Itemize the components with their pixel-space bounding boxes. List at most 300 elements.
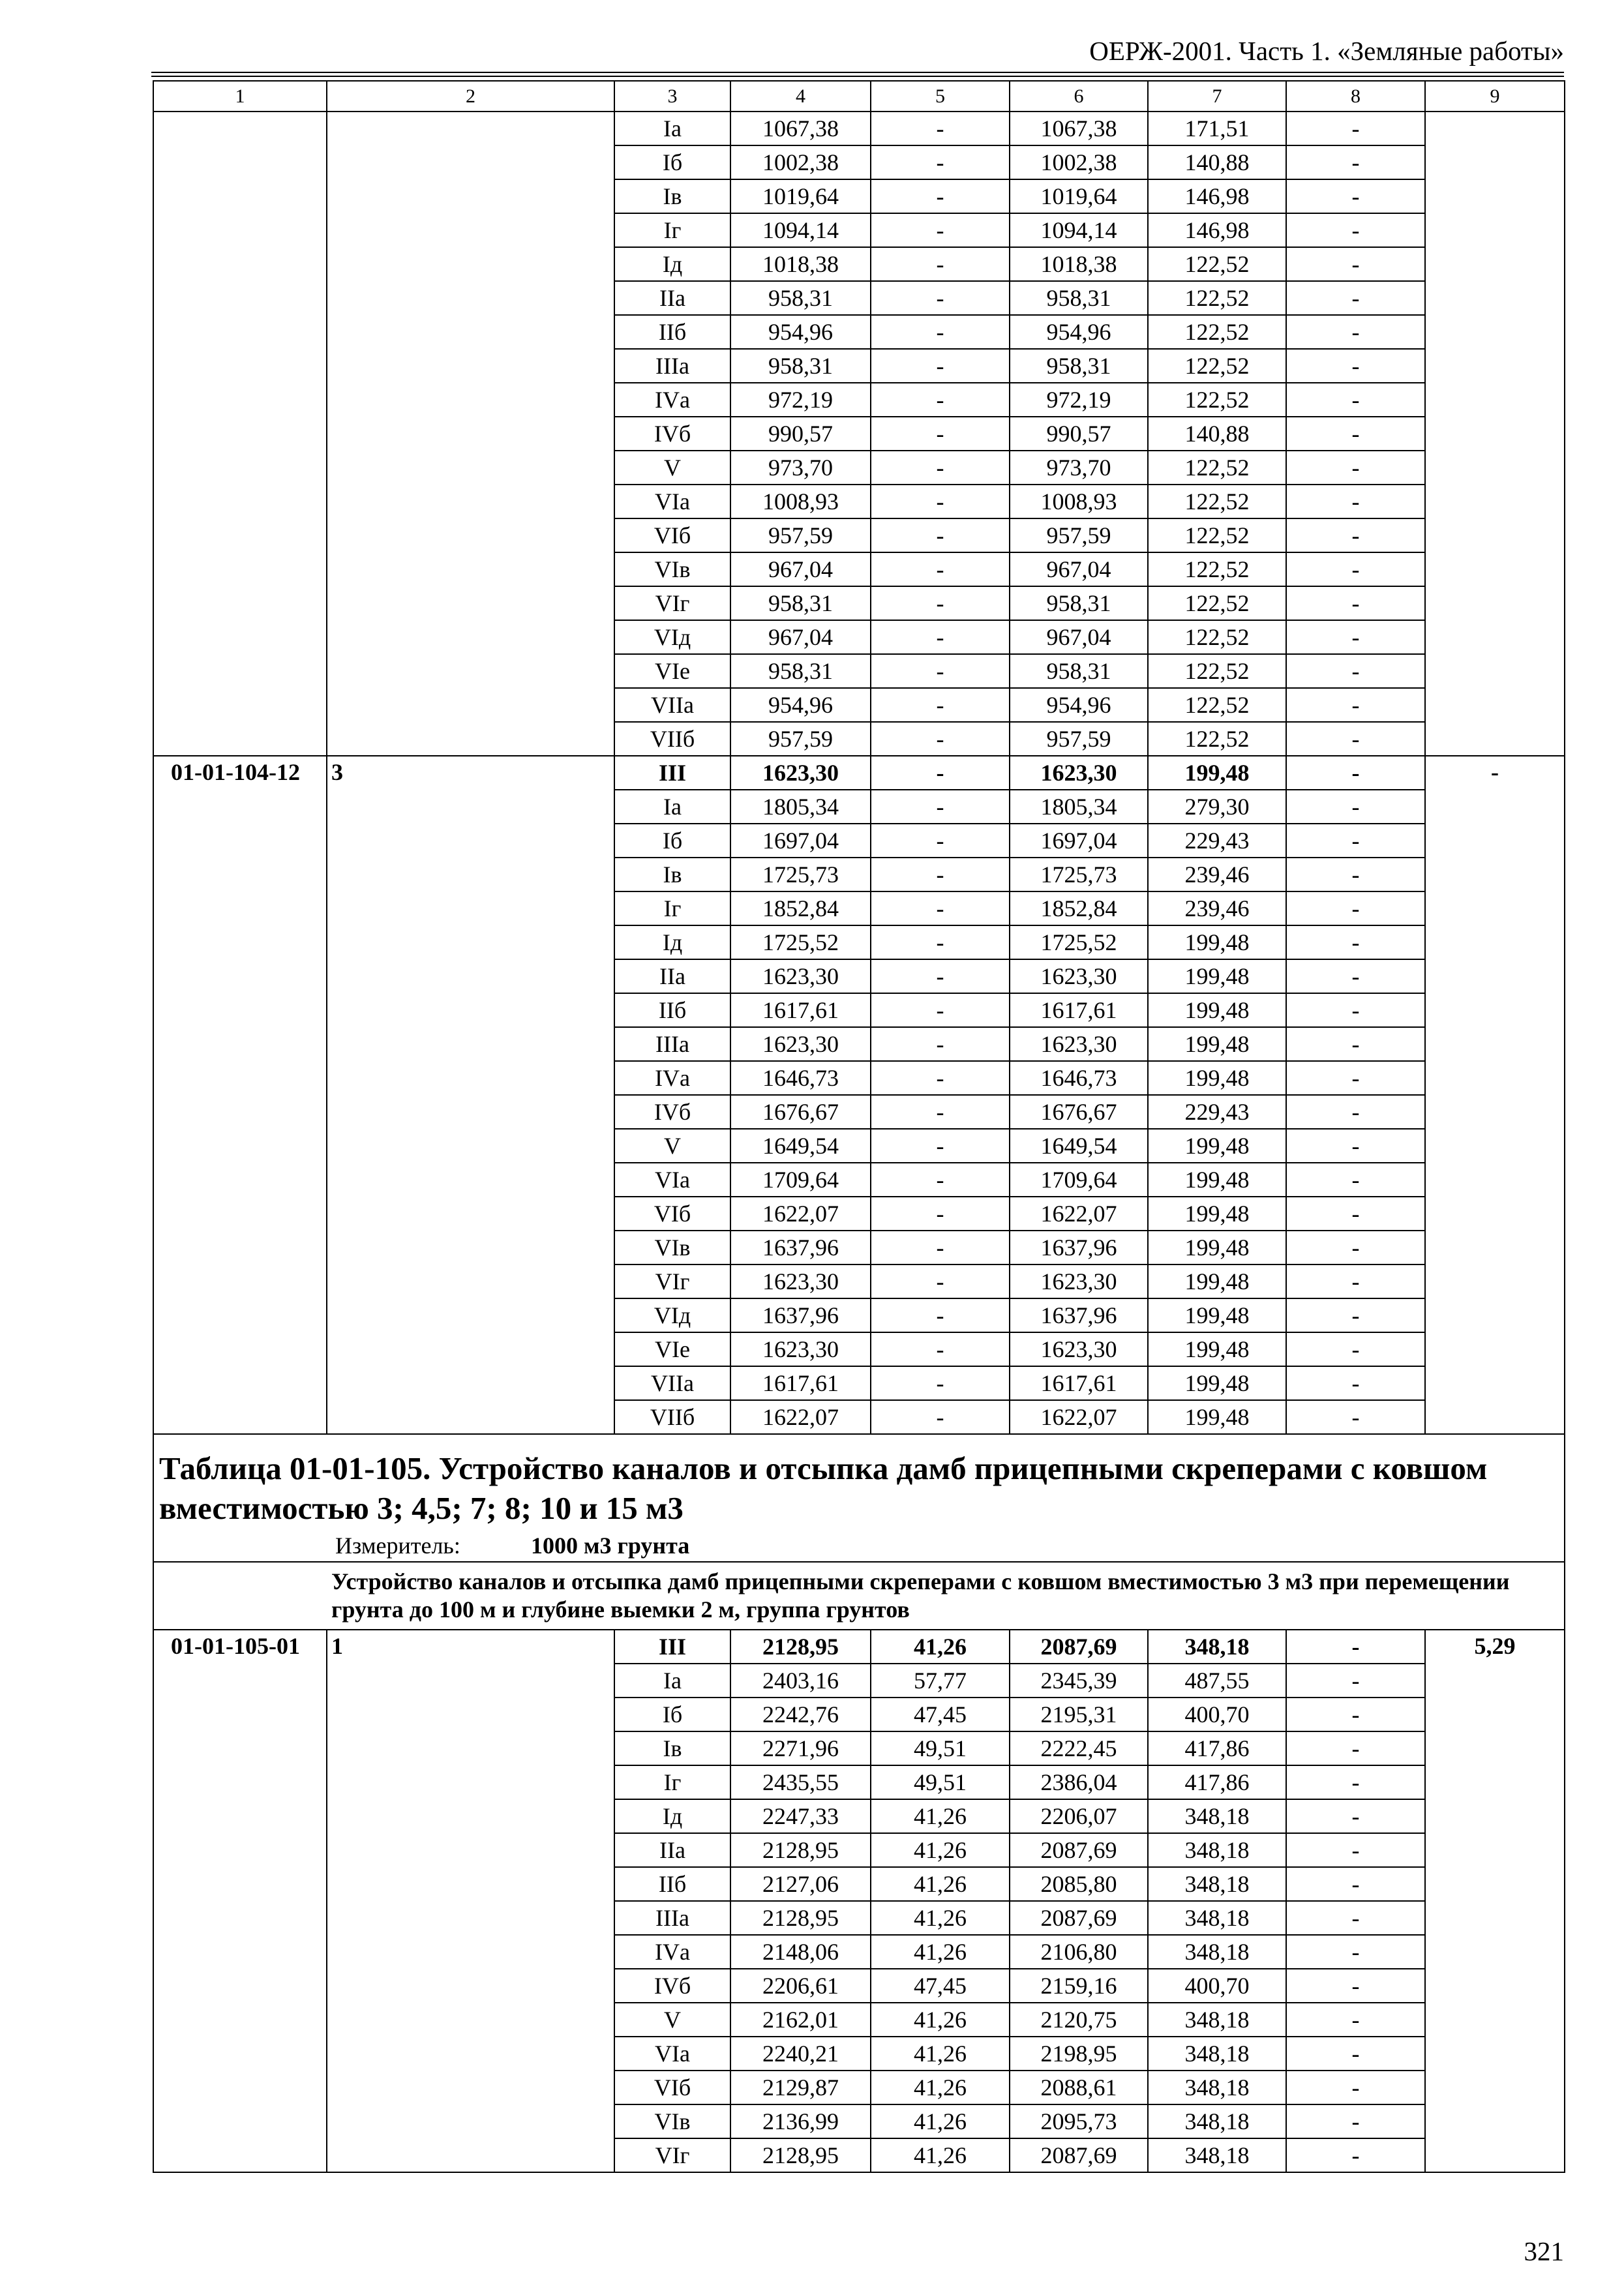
value-cell: VIа — [614, 485, 730, 518]
value-cell: - — [1286, 1799, 1425, 1833]
column-number-row — [153, 81, 1565, 112]
value-cell: 958,31 — [1010, 281, 1148, 315]
value-cell: - — [1286, 1698, 1425, 1731]
table-row — [153, 112, 1565, 145]
value-cell: 348,18 — [1148, 2037, 1286, 2071]
value-cell: 972,19 — [1010, 383, 1148, 417]
value-cell: 954,96 — [730, 688, 871, 722]
value-cell: 41,26 — [871, 2003, 1010, 2037]
value-cell: 958,31 — [1010, 349, 1148, 383]
value-cell: VIд — [614, 620, 730, 654]
value-cell: 1008,93 — [730, 485, 871, 518]
value-cell: - — [1286, 1630, 1425, 1664]
value-cell: 1637,96 — [730, 1231, 871, 1264]
value-cell: 1018,38 — [1010, 247, 1148, 281]
value-cell: - — [1286, 1129, 1425, 1163]
value-cell: 2148,06 — [730, 1935, 871, 1969]
page-number: 321 — [1524, 2236, 1564, 2266]
norm-code-cell: 01-01-104-12 — [153, 756, 327, 1434]
value-cell: 954,96 — [1010, 688, 1148, 722]
value-cell: - — [871, 891, 1010, 925]
value-cell: 57,77 — [871, 1664, 1010, 1698]
value-cell: 1623,30 — [1010, 1264, 1148, 1298]
value-cell: - — [1286, 1731, 1425, 1765]
value-cell: 2222,45 — [1010, 1731, 1148, 1765]
value-cell: 2403,16 — [730, 1664, 871, 1698]
value-cell: - — [871, 959, 1010, 993]
value-cell: - — [1286, 1400, 1425, 1434]
value-cell: 2088,61 — [1010, 2071, 1148, 2104]
value-cell: 199,48 — [1148, 1332, 1286, 1366]
value-cell: - — [871, 518, 1010, 552]
value-cell: 1805,34 — [1010, 790, 1148, 824]
value-cell: - — [1286, 620, 1425, 654]
value-cell: 171,51 — [1148, 112, 1286, 145]
value-cell: 2206,61 — [730, 1969, 871, 2003]
norm-number-cell: 3 — [327, 756, 614, 1434]
value-cell: - — [871, 722, 1010, 756]
value-cell: - — [1286, 722, 1425, 756]
value-cell: Iа — [614, 790, 730, 824]
value-cell: - — [1286, 552, 1425, 586]
value-cell: IVа — [614, 383, 730, 417]
value-cell: Iа — [614, 1664, 730, 1698]
value-cell: - — [871, 247, 1010, 281]
value-cell: 1002,38 — [730, 145, 871, 179]
value-cell: - — [1286, 654, 1425, 688]
value-cell: 1623,30 — [730, 1332, 871, 1366]
table-subtitle: Устройство каналов и отсыпка дамб прицепными скреперами с ковшом вместимостью 3 м3 при перемещении грунта до 100 м и глубине выемки 2 м, группа грунтов — [153, 1562, 1565, 1630]
value-cell: 1709,64 — [1010, 1163, 1148, 1197]
value-cell: - — [871, 756, 1010, 790]
labor-cost-cell: - — [1425, 756, 1565, 1434]
value-cell: - — [871, 1197, 1010, 1231]
value-cell: - — [1286, 1027, 1425, 1061]
value-cell: 348,18 — [1148, 2104, 1286, 2138]
value-cell: Iг — [614, 1765, 730, 1799]
value-cell: 1622,07 — [1010, 1197, 1148, 1231]
value-cell: - — [1286, 179, 1425, 213]
value-cell: - — [1286, 1765, 1425, 1799]
value-cell: - — [1286, 891, 1425, 925]
value-cell: - — [1286, 858, 1425, 891]
value-cell: 967,04 — [1010, 620, 1148, 654]
column-number-cell: 7 — [1148, 81, 1286, 112]
value-cell: 199,48 — [1148, 1264, 1286, 1298]
value-cell: 199,48 — [1148, 1231, 1286, 1264]
value-cell: 1623,30 — [730, 1027, 871, 1061]
column-number-cell: 2 — [327, 81, 614, 112]
value-cell: 1019,64 — [1010, 179, 1148, 213]
value-cell: 1623,30 — [1010, 756, 1148, 790]
value-cell: VIе — [614, 1332, 730, 1366]
value-cell: 1637,96 — [1010, 1231, 1148, 1264]
value-cell: 400,70 — [1148, 1698, 1286, 1731]
value-cell: 122,52 — [1148, 281, 1286, 315]
value-cell: 41,26 — [871, 2104, 1010, 2138]
value-cell: 2128,95 — [730, 1630, 871, 1664]
value-cell: - — [1286, 451, 1425, 485]
value-cell: IVб — [614, 417, 730, 451]
value-cell: Iв — [614, 858, 730, 891]
value-cell: 41,26 — [871, 1901, 1010, 1935]
value-cell: Iв — [614, 179, 730, 213]
value-cell: 973,70 — [730, 451, 871, 485]
value-cell: 417,86 — [1148, 1765, 1286, 1799]
value-cell: 2198,95 — [1010, 2037, 1148, 2071]
value-cell: 1637,96 — [1010, 1298, 1148, 1332]
value-cell: 1622,07 — [730, 1197, 871, 1231]
value-cell: IIIа — [614, 1901, 730, 1935]
value-cell: 1852,84 — [1010, 891, 1148, 925]
labor-cost-cell — [1425, 112, 1565, 756]
value-cell: - — [1286, 1061, 1425, 1095]
value-cell: 348,18 — [1148, 2003, 1286, 2037]
value-cell: 957,59 — [1010, 722, 1148, 756]
value-cell: 348,18 — [1148, 2138, 1286, 2172]
value-cell: 1622,07 — [1010, 1400, 1148, 1434]
value-cell: 199,48 — [1148, 1027, 1286, 1061]
value-cell: - — [871, 349, 1010, 383]
labor-cost-cell: 5,29 — [1425, 1630, 1565, 2172]
value-cell: - — [871, 1027, 1010, 1061]
value-cell: 229,43 — [1148, 824, 1286, 858]
value-cell: IIб — [614, 993, 730, 1027]
value-cell: III — [614, 756, 730, 790]
value-cell: - — [871, 858, 1010, 891]
value-cell: 140,88 — [1148, 417, 1286, 451]
value-cell: - — [1286, 315, 1425, 349]
value-cell: - — [871, 417, 1010, 451]
value-cell: - — [1286, 1833, 1425, 1867]
value-cell: - — [1286, 281, 1425, 315]
value-cell: IIа — [614, 959, 730, 993]
value-cell: - — [871, 451, 1010, 485]
value-cell: 972,19 — [730, 383, 871, 417]
value-cell: - — [871, 824, 1010, 858]
value-cell: VIв — [614, 2104, 730, 2138]
value-cell: VIIб — [614, 1400, 730, 1434]
value-cell: 2345,39 — [1010, 1664, 1148, 1698]
value-cell: 239,46 — [1148, 891, 1286, 925]
value-cell: VIг — [614, 586, 730, 620]
value-cell: - — [1286, 1332, 1425, 1366]
value-cell: - — [1286, 485, 1425, 518]
value-cell: Iд — [614, 247, 730, 281]
value-cell: 1852,84 — [730, 891, 871, 925]
value-cell: 279,30 — [1148, 790, 1286, 824]
value-cell: VIб — [614, 1197, 730, 1231]
value-cell: - — [1286, 756, 1425, 790]
value-cell: 1725,52 — [730, 925, 871, 959]
norm-number-cell: 1 — [327, 1630, 614, 2172]
value-cell: 2095,73 — [1010, 2104, 1148, 2138]
value-cell: Iд — [614, 925, 730, 959]
value-cell: 1617,61 — [1010, 993, 1148, 1027]
value-cell: 348,18 — [1148, 1833, 1286, 1867]
value-cell: 1676,67 — [730, 1095, 871, 1129]
value-cell: - — [871, 688, 1010, 722]
value-cell: 122,52 — [1148, 722, 1286, 756]
value-cell: V — [614, 2003, 730, 2037]
value-cell: Iг — [614, 213, 730, 247]
value-cell: 229,43 — [1148, 1095, 1286, 1129]
value-cell: 122,52 — [1148, 552, 1286, 586]
value-cell: 2240,21 — [730, 2037, 871, 2071]
value-cell: - — [871, 552, 1010, 586]
value-cell: - — [1286, 518, 1425, 552]
value-cell: 1725,73 — [730, 858, 871, 891]
value-cell: 2247,33 — [730, 1799, 871, 1833]
value-cell: - — [1286, 349, 1425, 383]
running-header: ОЕРЖ-2001. Часть 1. «Земляные работы» — [1089, 36, 1564, 66]
value-cell: - — [871, 213, 1010, 247]
value-cell: - — [1286, 959, 1425, 993]
column-number-cell: 8 — [1286, 81, 1425, 112]
value-cell: III — [614, 1630, 730, 1664]
value-cell: VIд — [614, 1298, 730, 1332]
value-cell: 348,18 — [1148, 1867, 1286, 1901]
value-cell: IIIа — [614, 1027, 730, 1061]
value-cell: 958,31 — [730, 586, 871, 620]
value-cell: - — [871, 112, 1010, 145]
value-cell: 239,46 — [1148, 858, 1286, 891]
value-cell: - — [871, 1129, 1010, 1163]
value-cell: - — [1286, 1264, 1425, 1298]
value-cell: - — [871, 1400, 1010, 1434]
value-cell: 41,26 — [871, 2071, 1010, 2104]
value-cell: 958,31 — [730, 349, 871, 383]
norm-number-cell — [327, 112, 614, 756]
value-cell: 2120,75 — [1010, 2003, 1148, 2037]
value-cell: 122,52 — [1148, 620, 1286, 654]
value-cell: IVа — [614, 1061, 730, 1095]
value-cell: 1725,73 — [1010, 858, 1148, 891]
value-cell: 967,04 — [730, 620, 871, 654]
value-cell: - — [871, 281, 1010, 315]
value-cell: - — [1286, 1095, 1425, 1129]
value-cell: 348,18 — [1148, 1799, 1286, 1833]
value-cell: - — [1286, 586, 1425, 620]
value-cell: 199,48 — [1148, 756, 1286, 790]
value-cell: 122,52 — [1148, 247, 1286, 281]
value-cell: 49,51 — [871, 1765, 1010, 1799]
value-cell: 973,70 — [1010, 451, 1148, 485]
value-cell: - — [1286, 112, 1425, 145]
value-cell: - — [1286, 2003, 1425, 2037]
value-cell: Iв — [614, 1731, 730, 1765]
value-cell: IIб — [614, 315, 730, 349]
table-subtitle-row — [153, 1562, 1565, 1630]
value-cell: - — [1286, 1969, 1425, 2003]
value-cell: 2129,87 — [730, 2071, 871, 2104]
value-cell: 957,59 — [730, 518, 871, 552]
value-cell: 967,04 — [1010, 552, 1148, 586]
value-cell: - — [1286, 1664, 1425, 1698]
value-cell: 957,59 — [730, 722, 871, 756]
value-cell: 1094,14 — [730, 213, 871, 247]
value-cell: - — [871, 586, 1010, 620]
value-cell: - — [1286, 2071, 1425, 2104]
value-cell: 348,18 — [1148, 1630, 1286, 1664]
value-cell: 990,57 — [1010, 417, 1148, 451]
value-cell: 1697,04 — [1010, 824, 1148, 858]
value-cell: IIб — [614, 1867, 730, 1901]
value-cell: 122,52 — [1148, 654, 1286, 688]
table-row — [153, 1630, 1565, 1664]
value-cell: 1676,67 — [1010, 1095, 1148, 1129]
value-cell: 2128,95 — [730, 2138, 871, 2172]
value-cell: V — [614, 1129, 730, 1163]
column-number-cell: 6 — [1010, 81, 1148, 112]
value-cell: 199,48 — [1148, 1129, 1286, 1163]
value-cell: 2087,69 — [1010, 1901, 1148, 1935]
value-cell: 199,48 — [1148, 925, 1286, 959]
value-cell: Iа — [614, 112, 730, 145]
value-cell: 122,52 — [1148, 485, 1286, 518]
value-cell: - — [871, 485, 1010, 518]
value-cell: Iб — [614, 1698, 730, 1731]
value-cell: 2087,69 — [1010, 1833, 1148, 1867]
unit-value: 1000 м3 грунта — [531, 1532, 690, 1559]
value-cell: 2159,16 — [1010, 1969, 1148, 2003]
value-cell: - — [871, 654, 1010, 688]
table-title: Таблица 01-01-105. Устройство каналов и отсыпка дамб прицепными скреперами с ковшом вместимостью 3; 4,5; 7; 8; 10 и 15 м3 — [159, 1450, 1488, 1526]
unit-line — [159, 1534, 1559, 1557]
value-cell: - — [1286, 417, 1425, 451]
value-cell: - — [871, 1264, 1010, 1298]
value-cell: 957,59 — [1010, 518, 1148, 552]
value-cell: VIв — [614, 1231, 730, 1264]
value-cell: 1646,73 — [1010, 1061, 1148, 1095]
value-cell: 2128,95 — [730, 1901, 871, 1935]
value-cell: - — [1286, 993, 1425, 1027]
value-cell: 47,45 — [871, 1698, 1010, 1731]
value-cell: - — [1286, 824, 1425, 858]
table-title-cell — [153, 1434, 1565, 1562]
value-cell: 122,52 — [1148, 586, 1286, 620]
value-cell: 1617,61 — [1010, 1366, 1148, 1400]
column-number-cell: 1 — [153, 81, 327, 112]
value-cell: 41,26 — [871, 2138, 1010, 2172]
value-cell: VIIа — [614, 688, 730, 722]
value-cell: 1649,54 — [730, 1129, 871, 1163]
value-cell: - — [1286, 1935, 1425, 1969]
value-cell: VIа — [614, 2037, 730, 2071]
value-cell: 122,52 — [1148, 349, 1286, 383]
value-cell: 1623,30 — [1010, 959, 1148, 993]
value-cell: 400,70 — [1148, 1969, 1286, 2003]
value-cell: Iб — [614, 824, 730, 858]
value-cell: 1637,96 — [730, 1298, 871, 1332]
value-cell: Iг — [614, 891, 730, 925]
value-cell: - — [871, 315, 1010, 349]
value-cell: 1623,30 — [1010, 1027, 1148, 1061]
value-cell: 1019,64 — [730, 179, 871, 213]
value-cell: 954,96 — [1010, 315, 1148, 349]
value-cell: 417,86 — [1148, 1731, 1286, 1765]
value-cell: 122,52 — [1148, 383, 1286, 417]
value-cell: VIIб — [614, 722, 730, 756]
value-cell: 199,48 — [1148, 1400, 1286, 1434]
value-cell: 47,45 — [871, 1969, 1010, 2003]
value-cell: 990,57 — [730, 417, 871, 451]
value-cell: Iд — [614, 1799, 730, 1833]
value-cell: - — [1286, 383, 1425, 417]
value-cell: 1623,30 — [1010, 1332, 1148, 1366]
value-cell: - — [1286, 790, 1425, 824]
value-cell: 1067,38 — [1010, 112, 1148, 145]
value-cell: 1709,64 — [730, 1163, 871, 1197]
value-cell: 199,48 — [1148, 1061, 1286, 1095]
column-number-cell: 4 — [730, 81, 871, 112]
column-number-cell: 9 — [1425, 81, 1565, 112]
value-cell: VIIа — [614, 1366, 730, 1400]
value-cell: - — [1286, 2104, 1425, 2138]
value-cell: 348,18 — [1148, 1935, 1286, 1969]
value-cell: 49,51 — [871, 1731, 1010, 1765]
value-cell: 1018,38 — [730, 247, 871, 281]
value-cell: 1094,14 — [1010, 213, 1148, 247]
value-cell: 2127,06 — [730, 1867, 871, 1901]
value-cell: - — [871, 925, 1010, 959]
value-cell: 122,52 — [1148, 688, 1286, 722]
value-cell: 2271,96 — [730, 1731, 871, 1765]
column-number-cell: 3 — [614, 81, 730, 112]
value-cell: 2435,55 — [730, 1765, 871, 1799]
value-cell: 146,98 — [1148, 179, 1286, 213]
value-cell: - — [1286, 1163, 1425, 1197]
value-cell: - — [1286, 213, 1425, 247]
value-cell: - — [871, 1332, 1010, 1366]
value-cell: - — [1286, 1197, 1425, 1231]
header-rule — [151, 72, 1564, 77]
value-cell: 122,52 — [1148, 451, 1286, 485]
value-cell: - — [1286, 688, 1425, 722]
value-cell: 1805,34 — [730, 790, 871, 824]
value-cell: 1649,54 — [1010, 1129, 1148, 1163]
value-cell: Iб — [614, 145, 730, 179]
value-cell: - — [1286, 1366, 1425, 1400]
value-cell: 199,48 — [1148, 959, 1286, 993]
value-cell: VIа — [614, 1163, 730, 1197]
value-cell: 1008,93 — [1010, 485, 1148, 518]
value-cell: - — [871, 790, 1010, 824]
value-cell: - — [871, 1095, 1010, 1129]
value-cell: IIа — [614, 281, 730, 315]
value-cell: 2386,04 — [1010, 1765, 1148, 1799]
value-cell: 1623,30 — [730, 959, 871, 993]
value-cell: 2206,07 — [1010, 1799, 1148, 1833]
value-cell: 41,26 — [871, 1799, 1010, 1833]
value-cell: VIг — [614, 1264, 730, 1298]
value-cell: VIв — [614, 552, 730, 586]
value-cell: 122,52 — [1148, 315, 1286, 349]
value-cell: IVа — [614, 1935, 730, 1969]
value-cell: 199,48 — [1148, 1366, 1286, 1400]
value-cell: 140,88 — [1148, 145, 1286, 179]
value-cell: VIе — [614, 654, 730, 688]
value-cell: VIг — [614, 2138, 730, 2172]
value-cell: - — [871, 145, 1010, 179]
value-cell: - — [871, 993, 1010, 1027]
value-cell: 1002,38 — [1010, 145, 1148, 179]
value-cell: IIа — [614, 1833, 730, 1867]
value-cell: - — [1286, 1298, 1425, 1332]
value-cell: VIб — [614, 2071, 730, 2104]
value-cell: 2136,99 — [730, 2104, 871, 2138]
value-cell: V — [614, 451, 730, 485]
